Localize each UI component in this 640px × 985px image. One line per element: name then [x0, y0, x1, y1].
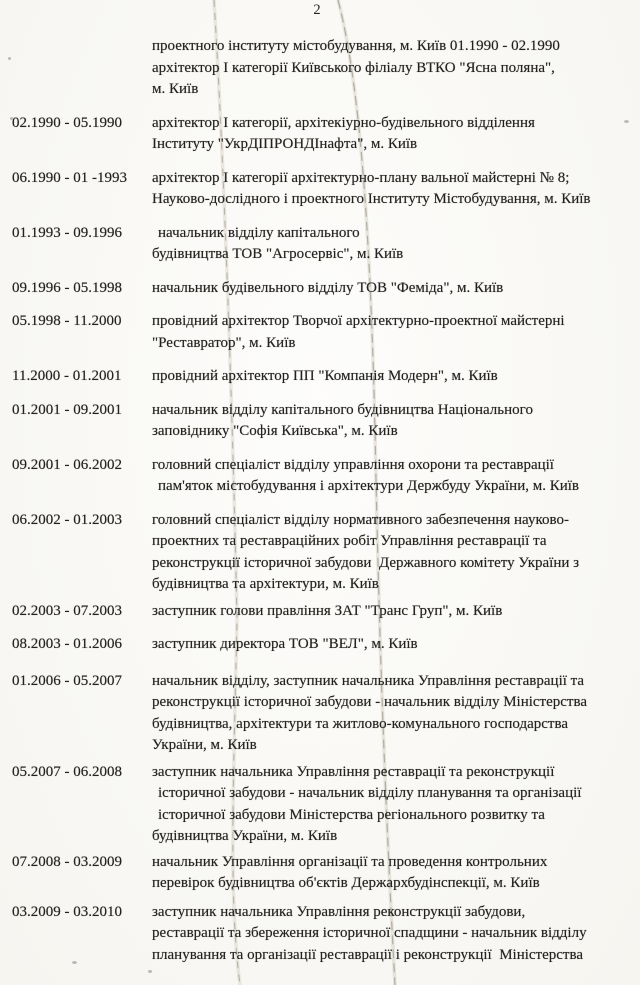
description-line: будівництва ТОВ "Агросервіс", м. Київ	[152, 246, 404, 262]
entry-period: 01.2001 - 09.2001	[12, 401, 122, 418]
description-line: "Реставратор", м. Київ	[152, 334, 296, 351]
entry-period: 05.1998 - 11.2000	[12, 313, 122, 329]
entry-description	[152, 852, 638, 895]
description-line: архітектор І категорії, архітекіурно-будівельного відділення	[152, 114, 535, 131]
entry-description	[152, 510, 638, 596]
entry-description	[152, 36, 638, 101]
description-line: заступник голови правління ЗАТ "Транс Груп", м. Київ	[152, 602, 503, 619]
description-line: будівництва та архітектури, м. Київ	[152, 576, 379, 592]
work-history-entry	[0, 278, 640, 300]
entry-description	[152, 223, 638, 266]
description-line: начальник відділу капітального будівництва Національного	[152, 401, 533, 418]
entry-period: 05.2007 - 06.2008	[12, 763, 122, 780]
description-line: начальник будівельного відділу ТОВ "Феміда", м. Київ	[152, 279, 504, 296]
work-history-entry	[0, 510, 640, 596]
description-line: пам'яток містобудування і архітектури Держбуду України, м. Київ	[158, 478, 580, 494]
description-line: провідний архітектор Творчої архітектурно-проектної майстерні	[152, 313, 565, 329]
entry-description	[152, 311, 638, 354]
work-history-entry	[0, 634, 640, 656]
description-line: реставрації та збереження історичної спадщини - начальник відділу	[152, 925, 587, 941]
page-number: 2	[313, 2, 321, 18]
description-line: перевірок будівництва об'єктів Держархбудінспекції, м. Київ	[152, 875, 540, 891]
work-history-entry	[0, 400, 640, 443]
work-history-entry	[0, 36, 640, 101]
entry-period: 03.2009 - 03.2010	[12, 903, 122, 920]
description-line: заступник начальника Управління реставрації та реконструкції	[152, 763, 555, 780]
description-line: реконструкції історичної забудови - начальник відділу Міністерства	[152, 694, 588, 710]
scan-speck	[148, 970, 152, 973]
description-line: будівництва України, м. Київ	[152, 828, 338, 844]
work-history-entry	[0, 223, 640, 266]
work-history-entry	[0, 113, 640, 156]
description-line: заповіднику "Софія Київська", м. Київ	[152, 423, 398, 439]
entry-description	[152, 278, 638, 300]
description-line: начальник відділу, заступник начальника Управління реставрації та	[152, 672, 585, 689]
entry-description	[152, 400, 638, 443]
description-line: історичної забудови Міністерства регіонального розвитку та	[158, 806, 545, 823]
entry-period: 06.2002 - 01.2003	[12, 511, 122, 528]
entry-description	[152, 601, 638, 623]
entry-period: 01.1993 - 09.1996	[12, 224, 122, 241]
description-line: архітектор І категорії архітектурно-плану вальної майстерні № 8;	[152, 169, 570, 186]
entry-period: 08.2003 - 01.2006	[12, 636, 122, 652]
entry-period: 11.2000 - 01.2001	[12, 368, 122, 384]
entry-period	[0, 36, 152, 101]
work-history-entry	[0, 168, 640, 211]
work-history-entry	[0, 366, 640, 388]
entry-description	[152, 902, 638, 967]
description-line: м. Київ	[152, 81, 199, 97]
description-line: реконструкції історичної забудови Державного комітету України з	[152, 554, 580, 571]
description-line: України, м. Київ	[152, 737, 257, 753]
entry-description	[152, 168, 638, 211]
description-line: начальник відділу капітального	[158, 224, 360, 241]
work-history-entry	[0, 455, 640, 498]
description-line: будівництва, архітектури та житлово-комунального господарства	[152, 715, 569, 732]
entry-description	[152, 455, 638, 498]
entry-description	[152, 634, 638, 656]
work-history-entry	[0, 671, 640, 757]
entry-period: 01.2006 - 05.2007	[12, 672, 122, 689]
scan-speck	[8, 57, 11, 60]
work-history-entry	[0, 601, 640, 623]
work-history-entry	[0, 902, 640, 967]
entry-period: 07.2008 - 03.2009	[12, 853, 122, 870]
description-line: головний спеціаліст відділу управління охорони та реставрації	[152, 456, 554, 473]
entry-period: 09.1996 - 05.1998	[12, 279, 122, 296]
work-history-entry	[0, 852, 640, 895]
description-line: Науково-дослідного і проектного Інституту Містобудування, м. Київ	[152, 191, 591, 207]
scan-speck	[624, 120, 629, 123]
description-line: проектного інституту містобудування, м. Київ 01.1990 - 02.1990	[152, 38, 560, 54]
description-line: провідний архітектор ПП "Компанія Модерн", м. Київ	[152, 368, 498, 384]
entry-period: 06.1990 - 01 -1993	[12, 169, 127, 186]
entry-period: 09.2001 - 06.2002	[12, 456, 122, 473]
scan-speck	[10, 117, 13, 120]
work-history-list	[0, 36, 640, 978]
entry-description	[152, 762, 638, 848]
entry-description	[152, 366, 638, 388]
entry-period: 02.2003 - 07.2003	[12, 602, 122, 619]
description-line: заступник начальника Управління реконструкції забудови,	[152, 903, 526, 920]
work-history-entry	[0, 311, 640, 354]
entry-period: 02.1990 - 05.1990	[12, 114, 122, 131]
description-line: начальник Управління організації та проведення контрольних	[152, 853, 548, 870]
description-line: планування та організації реставрації і реконструкції Міністерства	[152, 946, 584, 963]
entry-description	[152, 113, 638, 156]
entry-description	[152, 671, 638, 757]
description-line: архітектор І категорії Київського філіалу ВТКО "Ясна поляна",	[152, 59, 555, 76]
work-history-entry	[0, 762, 640, 848]
description-line: проектних та реставраційних робіт Управління реставрації та	[152, 533, 547, 549]
description-line: заступник директора ТОВ "ВЕЛ", м. Київ	[152, 636, 418, 652]
scan-speck	[72, 961, 77, 964]
description-line: головний спеціаліст відділу нормативного забезпечення науково-	[152, 511, 569, 528]
description-line: Інституту "УкрДІПРОНДІнафта", м. Київ	[152, 136, 418, 152]
description-line: історичної забудови - начальник відділу планування та організації	[158, 785, 582, 801]
